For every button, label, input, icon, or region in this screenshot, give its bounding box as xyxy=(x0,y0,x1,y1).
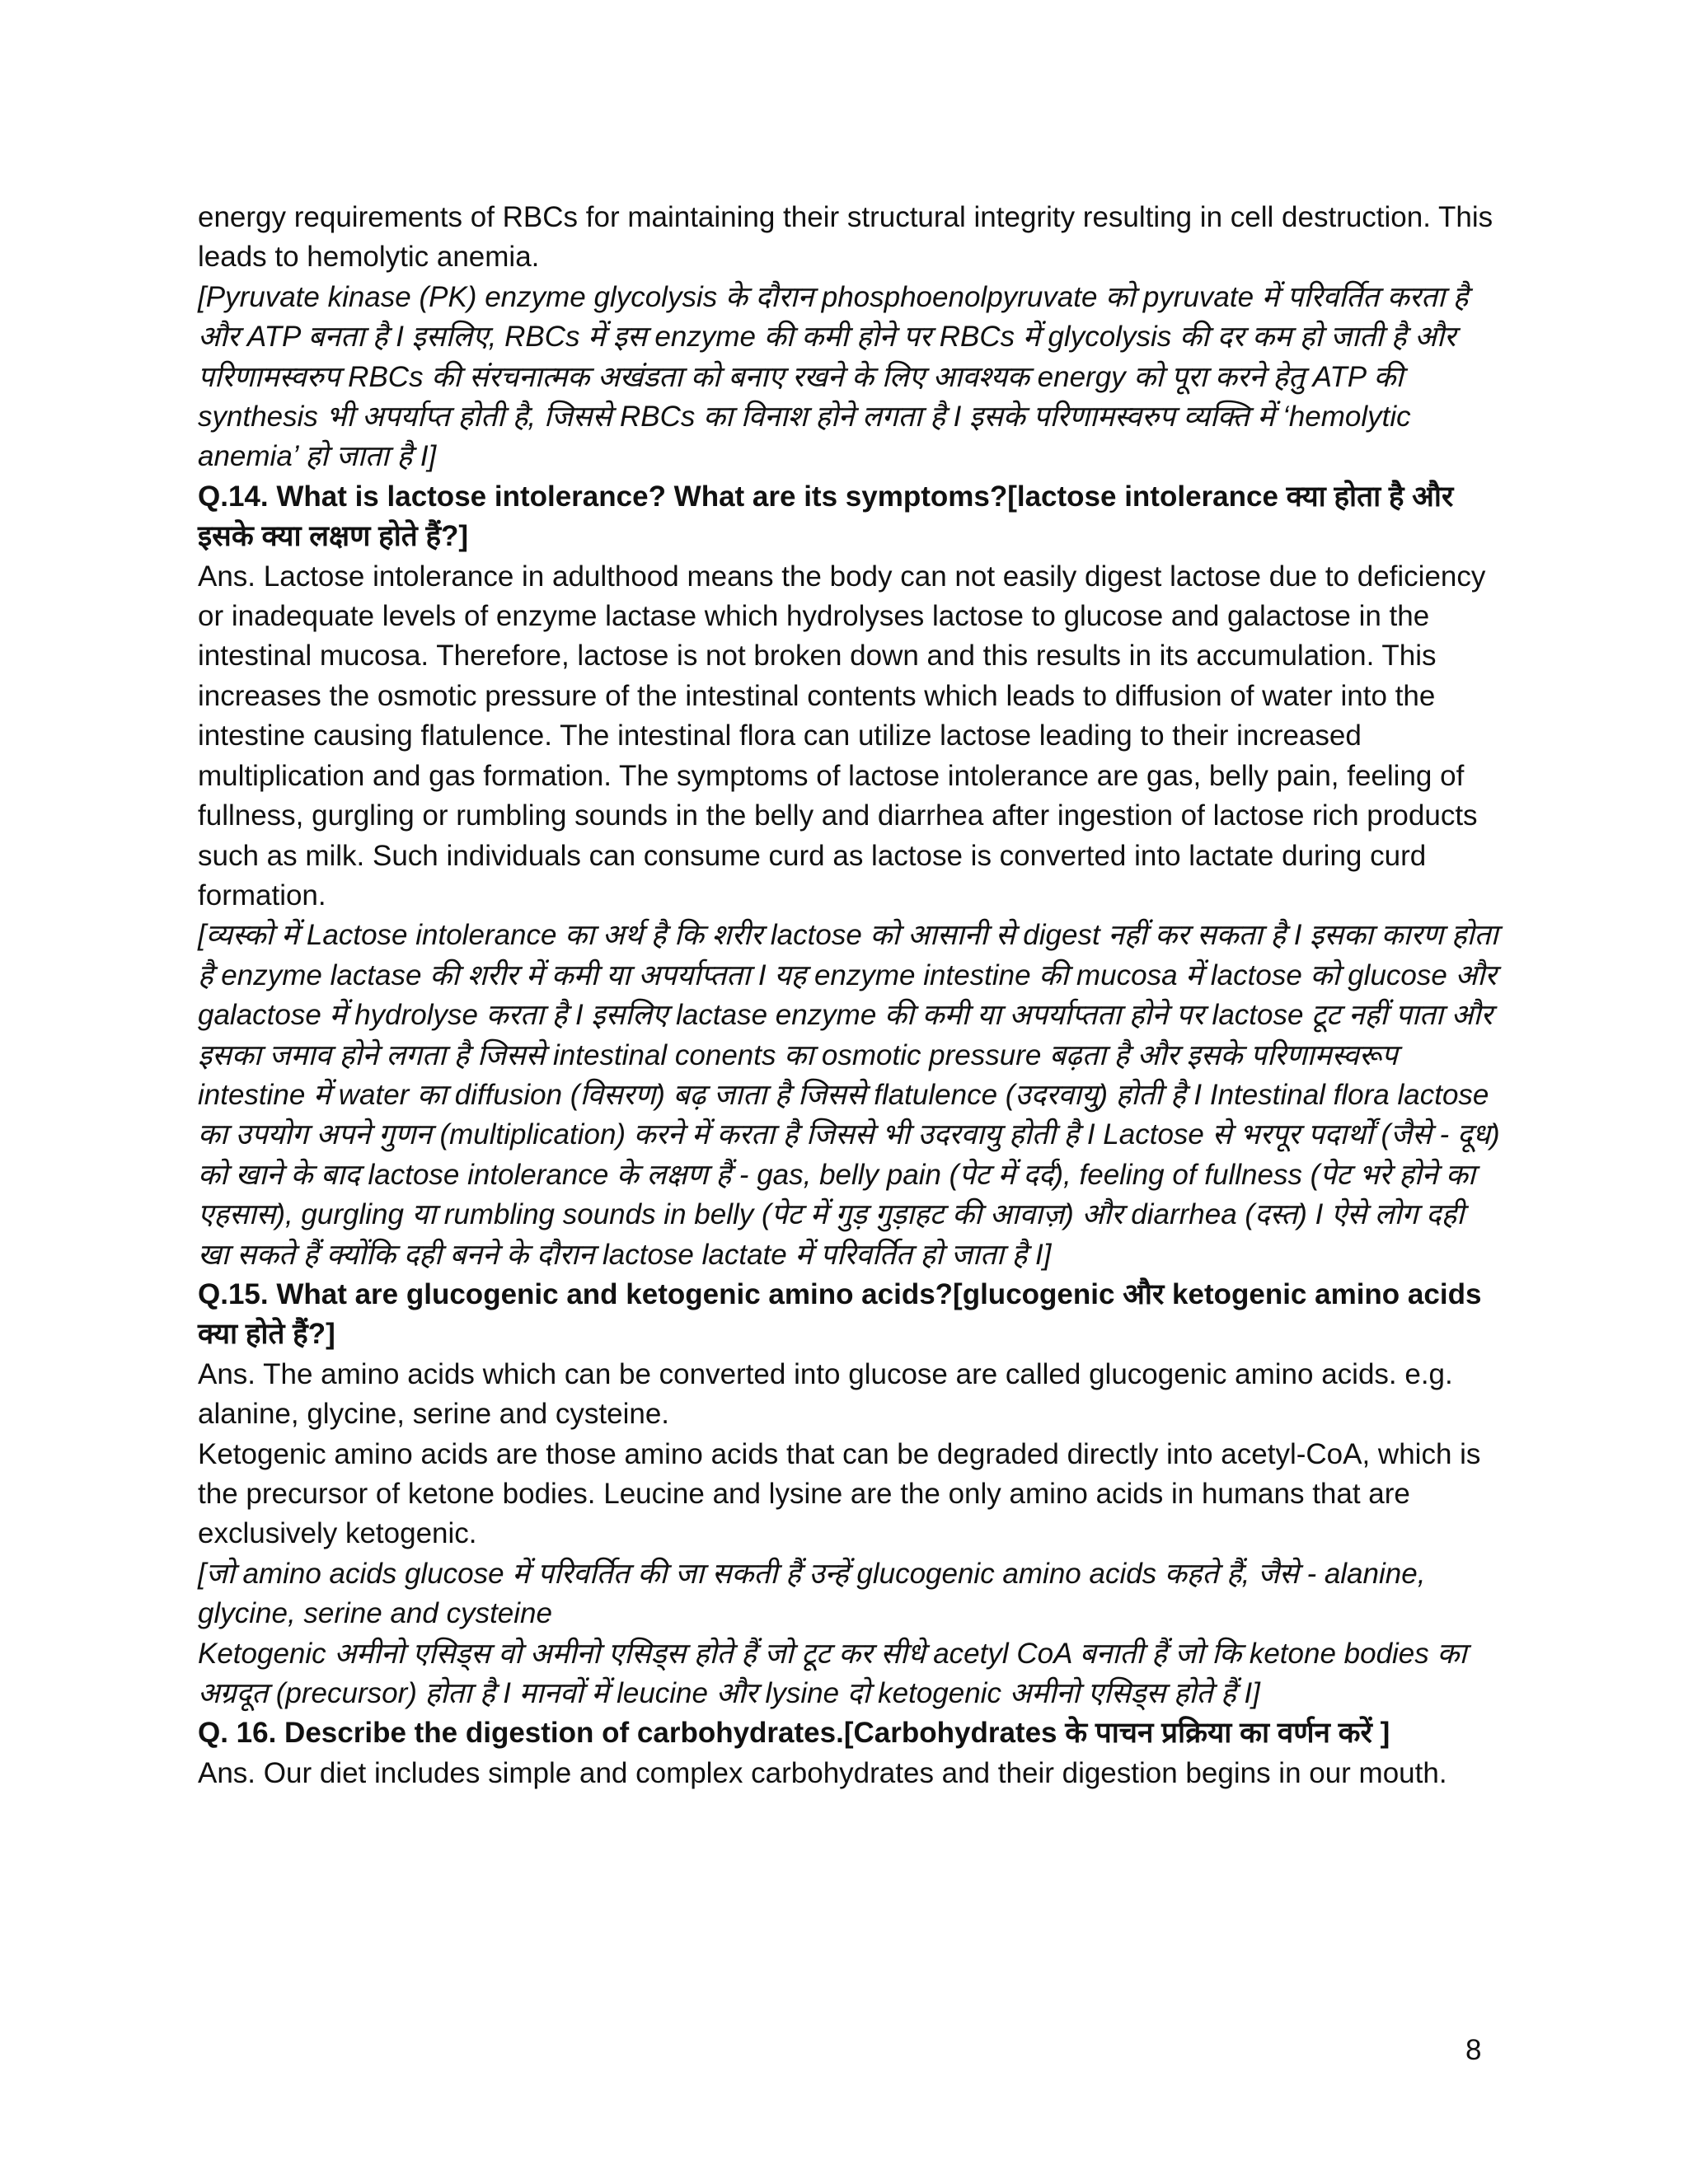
answer-15-ketogenic: Ketogenic amino acids are those amino acids that can be degraded directly into acetyl-CoA, which is the precursor of ketone bodies. Leucine and lysine are the only amino acids in humans that are exclusively ketogenic. xyxy=(198,1437,1481,1550)
document-page xyxy=(198,198,1500,1793)
question-14: Q.14. What is lactose intolerance? What are its symptoms?[lactose intolerance क्या होता है और इसके क्या लक्षण होते हैं?] xyxy=(198,480,1454,553)
answer-16: Ans. Our diet includes simple and complex carbohydrates and their digestion begins in our mouth. xyxy=(198,1756,1447,1789)
answer-14: Ans. Lactose intolerance in adulthood means the body can not easily digest lactose due to deficiency or inadequate levels of enzyme lactase which hydrolyses lactose to glucose and galactose in the intestinal mucosa. Therefore, lactose is not broken down and this results in its accumulation. This increases the osmotic pressure of the intestinal contents which leads to diffusion of water into the intestine causing flatulence. The intestinal flora can utilize lactose leading to their increased multiplication and gas formation. The symptoms of lactose intolerance are gas, belly pain, feeling of fullness, gurgling or rumbling sounds in the belly and diarrhea after ingestion of lactose rich products such as milk. Such individuals can consume curd as lactose is converted into lactate during curd formation. xyxy=(198,560,1486,912)
hindi-answer-15-glucogenic: [जो amino acids glucose में परिवर्तित की जा सकती हैं उन्हें glucogenic amino acids कहते हैं, जैसे - alanine, glycine, serine and cysteine xyxy=(198,1557,1426,1630)
hindi-answer-14: [व्यस्को में Lactose intolerance का अर्थ है कि शरीर lactose को आसानी से digest नहीं कर सकता है I इसका कारण होता है enzyme lactase की शरीर में कमी या अपर्याप्तता I यह enzyme intestine की mucosa में lactose को glucose और galactose में hydrolyse करता है I इसलिए lactase enzyme की कमी या अपर्याप्तता होने पर lactose टूट नहीं पाता और इसका जमाव होने लगता है जिससे intestinal conents का osmotic pressure बढ़ता है और इसके परिणामस्वरूप intestine में water का diffusion (विसरण) बढ़ जाता है जिससे flatulence (उदरवायु) होती है I Intestinal flora lactose का उपयोग अपने गुणन (multiplication) करने में करता है जिससे भी उदरवायु होती है I Lactose से भरपूर पदार्थों (जैसे - दूध) को खाने के बाद lactose intolerance के लक्षण हैं - gas, belly pain (पेट में दर्द), feeling of fullness (पेट भरे होने का एहसास), gurgling या rumbling sounds in belly (पेट में गुड़ गुड़ाहट की आवाज़) और diarrhea (दस्त) I ऐसे लोग दही खा सकते हैं क्योंकि दही बनने के दौरान lactose lactate में परिवर्तित हो जाता है I] xyxy=(198,919,1500,1271)
hindi-answer-15-ketogenic: Ketogenic अमीनो एसिड्स वो अमीनो एसिड्स होते हैं जो टूट कर सीधे acetyl CoA बनाती हैं जो कि ketone bodies का अग्रदूत (precursor) होता है I मानवों में leucine और lysine दो ketogenic अमीनो एसिड्स होते हैं I] xyxy=(198,1637,1467,1710)
hindi-pyruvate-kinase: [Pyruvate kinase (PK) enzyme glycolysis के दौरान phosphoenolpyruvate को pyruvate में परिवर्तित करता है और ATP बनता है I इसलिए, RBCs में इस enzyme की कमी होने पर RBCs में glycolysis की दर कम हो जाती है और परिणामस्वरुप RBCs की संरचनात्मक अखंडता को बनाए रखने के लिए आवश्यक energy को पूरा करने हेतु ATP की synthesis भी अपर्याप्त होती है, जिससे RBCs का विनाश होने लगता है I इसके परिणामस्वरुप व्यक्ति में ‘hemolytic anemia’ हो जाता है I] xyxy=(198,280,1469,473)
answer-15-glucogenic: Ans. The amino acids which can be converted into glucose are called glucogenic amino acids. e.g. alanine, glycine, serine and cysteine. xyxy=(198,1357,1453,1431)
page-number: 8 xyxy=(1465,2034,1482,2066)
question-15: Q.15. What are glucogenic and ketogenic amino acids?[glucogenic और ketogenic amino acids क्या होते हैं?] xyxy=(198,1277,1482,1351)
question-16: Q. 16. Describe the digestion of carbohydrates.[Carbohydrates के पाचन प्रक्रिया का वर्णन करें ] xyxy=(198,1717,1390,1750)
paragraph-rbc-energy: energy requirements of RBCs for maintaining their structural integrity resulting in cell destruction. This leads to hemolytic anemia. xyxy=(198,201,1493,274)
